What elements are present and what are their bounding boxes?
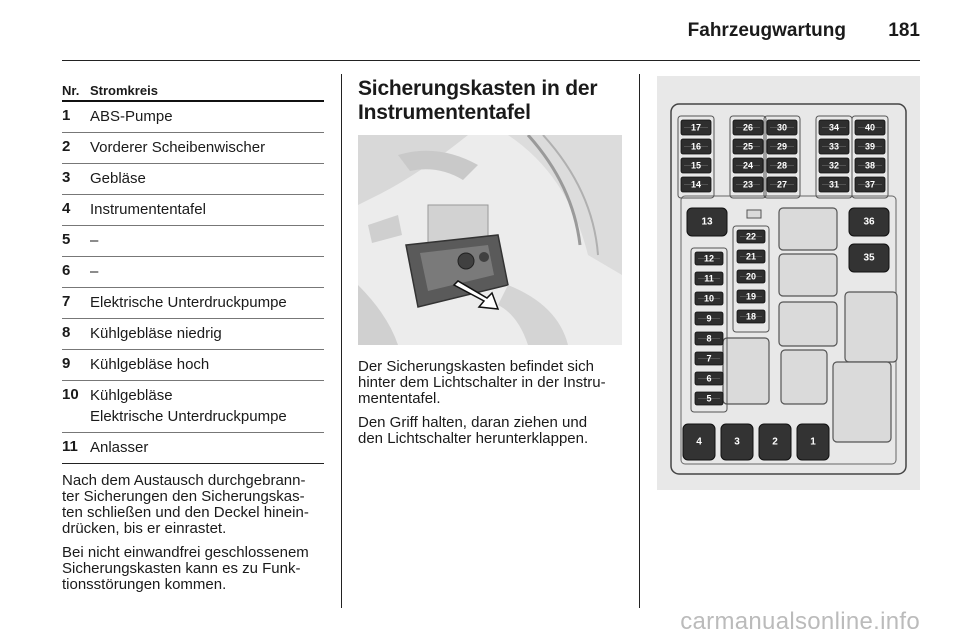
table-row	[62, 102, 324, 133]
table-row	[62, 257, 324, 288]
body-paragraph-line: drücken, bis er einrastet.	[62, 520, 227, 537]
fuse-label: 13	[701, 216, 713, 228]
circuit-name-line: Kühlgebläse hoch	[90, 356, 210, 373]
circuit-name	[90, 230, 324, 251]
fuse-number: 5	[62, 231, 71, 248]
circuit-name-line: Elektrische Unterdruckpumpe	[90, 294, 287, 311]
fuse-label: 22	[745, 231, 757, 242]
fuse-label: 26	[742, 122, 754, 133]
section-heading	[358, 77, 622, 125]
circuit-name	[90, 199, 324, 220]
circuit-name	[90, 354, 324, 375]
fuse-label: 4	[696, 436, 702, 448]
fuse-number: 10	[62, 386, 79, 403]
fuse-label: 8	[706, 333, 712, 344]
fuse-number: 1	[62, 107, 71, 124]
circuit-name-line: Gebläse	[90, 170, 146, 187]
section-paragraph-line: Den Griff halten, daran ziehen und	[358, 414, 588, 431]
table-row	[62, 433, 324, 464]
fuse-number: 7	[62, 293, 71, 310]
fuse-label: 30	[776, 122, 788, 133]
fuse-label: 3	[734, 436, 740, 448]
circuit-name	[90, 106, 324, 127]
fuse-label: 20	[745, 271, 757, 282]
middle-column	[358, 77, 622, 447]
fuse-label: 1	[810, 436, 816, 448]
page-header	[62, 14, 920, 64]
section-paragraph-line: den Lichtschalter herunterklappen.	[358, 430, 589, 447]
fuse-label: 14	[690, 179, 702, 190]
table-row	[62, 226, 324, 257]
fuse-label: 11	[704, 273, 714, 284]
fuse-number: 11	[62, 438, 78, 455]
empty-relay-slot	[779, 208, 837, 250]
circuit-name	[90, 323, 324, 344]
fuse-number: 8	[62, 324, 71, 341]
circuit-name-line: –	[90, 263, 99, 280]
body-paragraph-line: Bei nicht einwandfrei geschlossenem	[62, 544, 309, 561]
fuse-label: 40	[864, 122, 876, 133]
fuse-number: 2	[62, 138, 71, 155]
fuse-label: 25	[742, 141, 754, 152]
body-paragraph	[62, 473, 324, 537]
header-rule	[62, 60, 920, 61]
fuse-number: 4	[62, 200, 71, 217]
empty-relay-slot	[779, 254, 837, 296]
section-heading-line: Sicherungskasten in der	[358, 77, 598, 100]
fuse-label: 35	[863, 252, 875, 264]
fuse-label: 34	[828, 122, 840, 133]
fuse-label: 7	[706, 353, 712, 364]
fuse-table-header	[62, 80, 324, 102]
section-paragraph	[358, 359, 622, 407]
table-row	[62, 319, 324, 350]
fuse-label: 15	[690, 160, 702, 171]
circuit-name	[90, 437, 324, 458]
table-row	[62, 195, 324, 226]
section-paragraph-line: hinter dem Lichtschalter in der Instru-	[358, 374, 606, 391]
table-row	[62, 133, 324, 164]
fuse-label: 32	[828, 160, 840, 171]
circuit-name-line: Elektrische Unterdruckpumpe	[90, 408, 287, 425]
body-paragraph-line: ten schließen und den Deckel hinein-	[62, 504, 309, 521]
spare-slot	[747, 210, 761, 218]
fuse-label: 39	[864, 141, 876, 152]
fuse-number: 3	[62, 169, 71, 186]
circuit-name-line: Kühlgebläse	[90, 387, 173, 404]
fuse-label: 17	[690, 122, 702, 133]
fuse-label: 19	[745, 291, 757, 302]
column-header-nr: Nr.	[62, 83, 80, 98]
circuit-name	[90, 385, 324, 427]
section-paragraph-line: Der Sicherungskasten befindet sich	[358, 358, 594, 375]
fuse-label: 23	[742, 179, 754, 190]
fuse-number: 9	[62, 355, 71, 372]
fuse-label: 37	[864, 179, 876, 190]
fuse-number: 6	[62, 262, 71, 279]
table-row	[62, 350, 324, 381]
body-paragraph	[62, 545, 324, 593]
column-divider-right	[639, 74, 640, 608]
fuse-label: 38	[864, 160, 876, 171]
circuit-name	[90, 292, 324, 313]
section-heading-line: Instrumententafel	[358, 101, 531, 124]
circuit-name	[90, 137, 324, 158]
light-switch-photo	[358, 135, 622, 345]
fuse-label: 10	[703, 293, 715, 304]
section-paragraphs	[358, 359, 622, 447]
circuit-name-line: ABS-Pumpe	[90, 108, 173, 125]
fuse-box-diagram	[657, 76, 920, 490]
left-column	[62, 80, 324, 593]
watermark: carmanualsonline.info	[680, 608, 920, 635]
fuse-label: 24	[742, 160, 754, 171]
fuse-label: 29	[776, 141, 788, 152]
body-paragraph-line: ter Sicherungen den Sicherungskas-	[62, 488, 305, 505]
section-paragraph	[358, 415, 622, 447]
left-paragraphs	[62, 473, 324, 593]
body-paragraph-line: Nach dem Austausch durchgebrann-	[62, 472, 306, 489]
circuit-name-line: Vorderer Scheibenwischer	[90, 139, 266, 156]
fuse-table-body	[62, 102, 324, 464]
page-number: 181	[888, 20, 920, 41]
fuse-label: 36	[863, 216, 875, 228]
column-divider-left	[341, 74, 342, 608]
table-row	[62, 164, 324, 195]
circuit-name	[90, 261, 324, 282]
fuse-label: 28	[776, 160, 788, 171]
fuse-label: 18	[745, 311, 757, 322]
empty-relay-slot	[833, 362, 891, 442]
circuit-name-line: Kühlgebläse niedrig	[90, 325, 222, 342]
fuse-label: 12	[703, 253, 715, 264]
fuse-label: 27	[776, 179, 788, 190]
circuit-name-line: Anlasser	[90, 439, 149, 456]
chapter-title: Fahrzeugwartung	[687, 20, 846, 41]
column-header-circuit: Stromkreis	[90, 83, 158, 98]
empty-relay-slot	[779, 302, 837, 346]
fuse-label: 6	[706, 373, 712, 384]
empty-relay-slot	[781, 350, 827, 404]
fuse-label: 2	[772, 436, 778, 448]
fuse-label: 5	[706, 393, 712, 404]
empty-relay-slot	[845, 292, 897, 362]
body-paragraph-line: Sicherungskasten kann es zu Funk-	[62, 560, 301, 577]
fuse-label: 31	[828, 179, 840, 190]
circuit-name-line: –	[90, 232, 99, 249]
table-row	[62, 381, 324, 433]
circuit-name-line: Instrumententafel	[90, 201, 206, 218]
fuse-label: 16	[690, 141, 702, 152]
body-paragraph-line: tionsstörungen kommen.	[62, 576, 227, 593]
dashboard-illustration	[358, 135, 622, 345]
circuit-name	[90, 168, 324, 189]
fuse-label: 21	[745, 251, 757, 262]
empty-relay-slot	[723, 338, 769, 404]
fuse-label: 9	[706, 313, 712, 324]
table-row	[62, 288, 324, 319]
section-paragraph-line: mententafel.	[358, 390, 441, 407]
fuse-label: 33	[828, 141, 840, 152]
fuse-box-svg	[657, 76, 920, 490]
